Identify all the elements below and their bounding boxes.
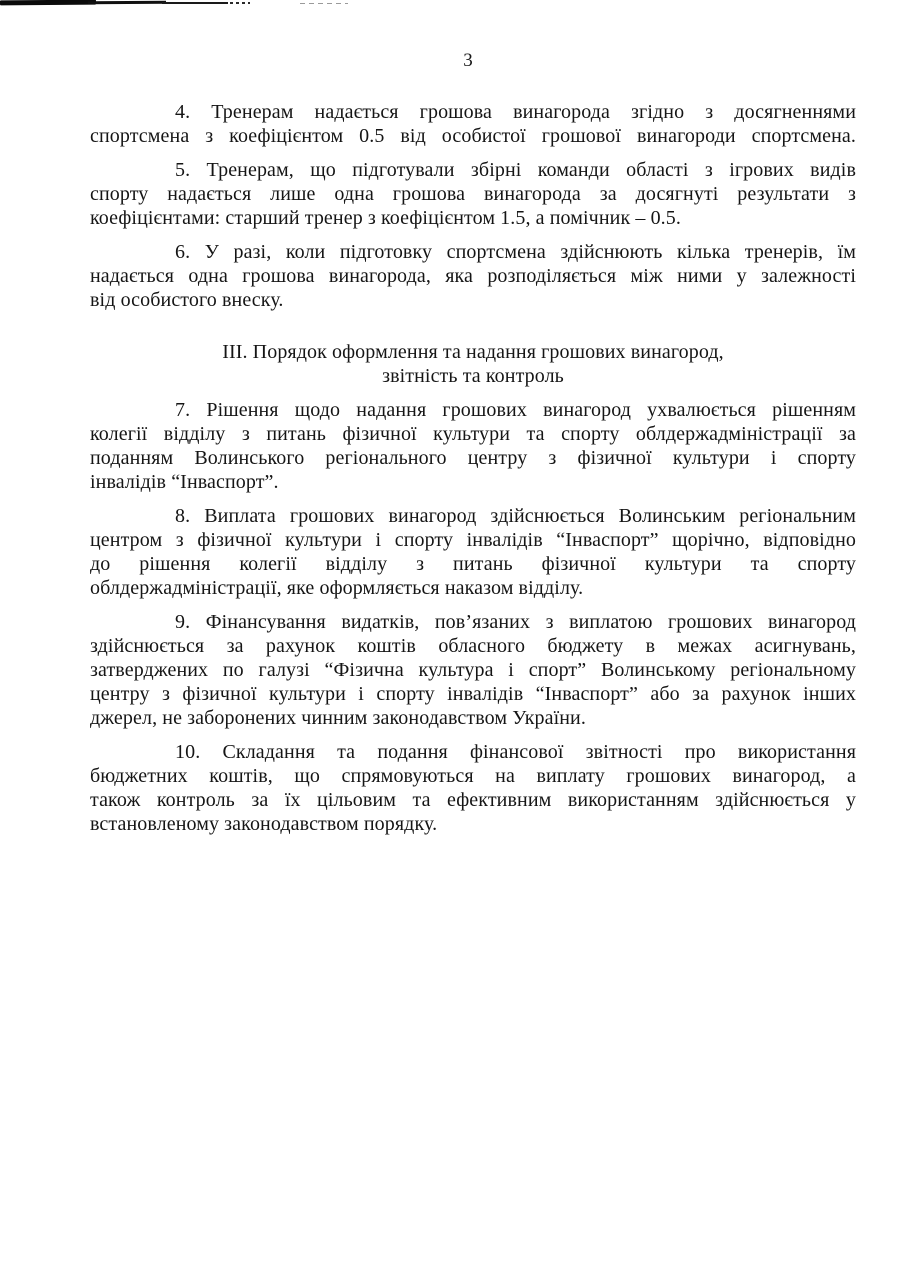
text-line: бюджетних коштів, що спрямовуються на виплату грошових винагород, а [90, 765, 856, 787]
paragraph [90, 504, 856, 600]
text-line: облдержадміністрації, яке оформляється наказом відділу. [90, 577, 584, 599]
text-line: центру з фізичної культури і спорту інвалідів “Інваспорт” або за рахунок інших [90, 683, 856, 705]
page-number: 3 [463, 50, 473, 71]
text-line: III. Порядок оформлення та надання грошових винагород, [222, 341, 724, 363]
scan-artifact-dashes [230, 2, 250, 4]
paragraph [90, 610, 856, 730]
text-line: 8. Виплата грошових винагород здійснюється Волинським регіональним [175, 505, 856, 527]
text-line: до рішення колегії відділу з питань фізичної культури та спорту [90, 553, 856, 575]
text-line: затверджених по галузі “Фізична культура і спорт” Волинському регіональному [90, 659, 856, 681]
text-line: спортсмена з коефіцієнтом 0.5 від особистої грошової винагороди спортсмена. [90, 125, 856, 147]
text-line: 10. Складання та подання фінансової звітності про використання [175, 741, 856, 763]
text-line: центром з фізичної культури і спорту інвалідів “Інваспорт” щорічно, відповідно [90, 529, 856, 551]
text-line: колегії відділу з питань фізичної культури та спорту облдержадміністрації за [90, 423, 856, 445]
text-line: 9. Фінансування видатків, пов’язаних з виплатою грошових винагород [175, 611, 856, 633]
text-line: встановленому законодавством порядку. [90, 813, 438, 835]
text-line: 5. Тренерам, що підготували збірні команди області з ігрових видів [175, 159, 856, 181]
text-line: 7. Рішення щодо надання грошових винагород ухвалюється рішенням [175, 399, 856, 421]
paragraph [90, 100, 856, 148]
text-line: також контроль за їх цільовим та ефективним використанням здійснюється у [90, 789, 856, 811]
scan-artifact-dashes [300, 3, 348, 4]
paragraph [90, 740, 856, 836]
text-line: надається одна грошова винагорода, яка розподіляється між ними у залежності [90, 265, 856, 287]
document-body [90, 100, 856, 836]
text-line: здійснюється за рахунок коштів обласного бюджету в межах асигнувань, [90, 635, 856, 657]
text-line: джерел, не заборонених чинним законодавством України. [90, 707, 586, 729]
scan-artifact-bar [88, 1, 166, 4]
text-line: поданням Волинського регіонального центру з фізичної культури і спорту [90, 447, 856, 469]
text-line: 4. Тренерам надається грошова винагорода згідно з досягненнями [175, 101, 856, 123]
text-line: 6. У разі, коли підготовку спортсмена здійснюють кілька тренерів, їм [175, 241, 856, 263]
text-line: інвалідів “Інваспорт”. [90, 471, 279, 493]
section-heading [90, 340, 856, 388]
scan-artifact [0, 0, 460, 10]
paragraph [90, 398, 856, 494]
text-line: звітність та контроль [382, 365, 564, 387]
text-line: від особистого внеску. [90, 289, 284, 311]
paragraph [90, 240, 856, 312]
text-line: спорту надається лише одна грошова винагорода за досягнуті результати з [90, 183, 856, 205]
text-line: коефіцієнтами: старший тренер з коефіцієнтом 1.5, а помічник – 0.5. [90, 207, 681, 229]
scan-artifact-bar [162, 2, 228, 4]
scan-artifact-bar [0, 0, 96, 5]
paragraph [90, 158, 856, 230]
